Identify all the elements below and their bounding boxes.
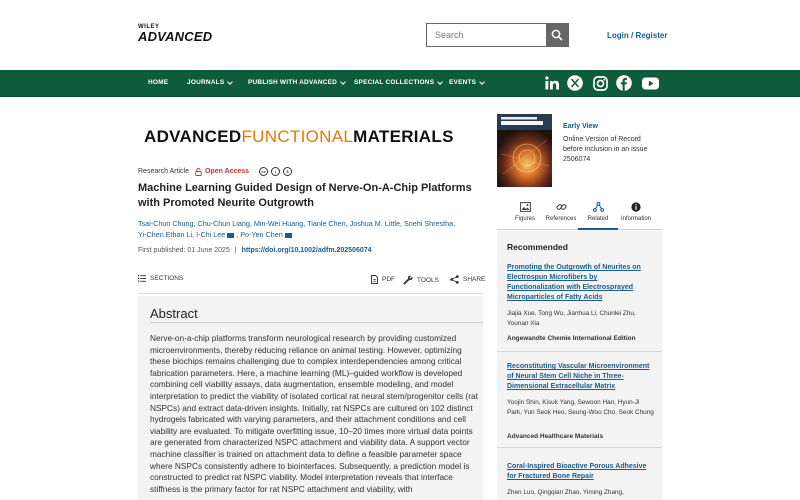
login-register-link[interactable]: Login / Register <box>607 31 668 40</box>
abstract-text: Nerve-on-a-chip platforms transform neurological research by providing customized microenvironments, thereby reducing reliance on animal testing. However, optimizing these biochips remains challenging due to complex interdependencies among critical fabrication parameters. Here, a machine learning (ML)–guided workflow is developed combining cell viability assays, data augmentation, ensemble modeling, and model interpretation to predict the viability of isolated cortical rat neural stem/progenitor cells (rat NSPCs) and extract data-driven insights. Initially, rat NSPCs are cultured on 102 distinct hydrogels fabricated with varying parameters, and their attachment conditions and cell viability are evaluated. To mitigate overfitting issue, 10–20 times more virtual data points are generated from characterized NSPC attachment and viability data. A support vector machine classifier is trained on attachment data to define a feasible parameter space where NSPCs consistently adhere to biointerfaces. Subsequently, a prediction model is constructed to predict rat NSPC viability. Model interpretation reveals that interface stiffness is the primary factor for rat NSPC attachment and viability, with <box>150 333 478 494</box>
x-icon <box>567 75 583 91</box>
recommended-heading: Recommended <box>507 242 568 252</box>
journal-cover-art <box>497 114 552 187</box>
facebook-icon <box>616 75 632 91</box>
authors-line-2a[interactable]: Yi-Chen Ethan Li, I-Chi Lee <box>138 230 226 239</box>
recommended-item-title[interactable]: Promoting the Outgrowth of Neurites on Electrospun Microfibers by Functionalization with Electrosprayed Microparticles of Fatty Acids <box>507 264 641 301</box>
author-list <box>138 218 478 240</box>
tab-figures[interactable] <box>505 202 545 222</box>
search-box <box>426 23 569 47</box>
early-view-line1: Online Version of Record <box>563 136 641 143</box>
by-icon: i <box>271 167 280 176</box>
tab-figures-label: Figures <box>514 216 535 222</box>
email-icon[interactable] <box>227 233 234 238</box>
abstract-divider <box>150 322 483 323</box>
chevron-down-icon <box>479 79 485 85</box>
journal-cover-image[interactable] <box>497 114 552 187</box>
share-button[interactable] <box>450 275 485 284</box>
sections-label: SECTIONS <box>150 275 184 282</box>
nav-publish-label: PUBLISH WITH ADVANCED <box>248 79 338 86</box>
article-toolbar <box>138 270 486 294</box>
wiley-advanced-logo[interactable] <box>138 24 212 43</box>
first-published: First published: 01 June 2025 <box>138 247 230 254</box>
nc-icon: $ <box>283 167 292 176</box>
sidebar-tabs <box>497 200 662 230</box>
recommended-item-title[interactable]: Reconstituting Vascular Microenvironment of Neural Stem Cell Niche in Three-Dimensional Extracellular Matrix <box>507 363 650 390</box>
list-icon <box>138 275 146 282</box>
authors-line-1[interactable]: Tsai-Chun Chung, Chu-Chun Liang, Min-Wei Huang, Tianle Chen, Joshua M. Little, Snehi Shrestha, <box>138 219 456 228</box>
facebook-link[interactable] <box>616 75 632 91</box>
search-input[interactable] <box>427 24 546 46</box>
journal-title-part2: FUNCTIONAL <box>241 127 354 146</box>
chevron-down-icon <box>437 79 443 85</box>
nav-journals-label: JOURNALS <box>187 79 225 86</box>
youtube-icon <box>642 77 659 90</box>
recommended-item-authors: Yoojin Shin, Kisuk Yang, Sewoon Han, Hyun-Ji Park, Yun Seok Heo, Seung-Woo Cho, Seok Chung <box>507 399 654 416</box>
nav-home[interactable] <box>148 79 168 86</box>
instagram-link[interactable] <box>592 75 608 91</box>
info-icon <box>631 202 641 212</box>
tab-information-label: Information <box>620 216 651 222</box>
early-view-line2: before inclusion in an issue <box>563 146 648 153</box>
x-link[interactable] <box>567 75 583 91</box>
sections-button[interactable] <box>138 275 183 282</box>
nav-special-collections[interactable] <box>354 79 442 86</box>
article-title: Machine Learning Guided Design of Nerve-On-A-Chip Platforms with Promoted Neurite Outgrowth <box>138 182 472 209</box>
open-access-badge <box>195 168 249 176</box>
tab-related[interactable] <box>578 202 618 230</box>
chevron-down-icon <box>340 79 346 85</box>
pdf-icon <box>371 275 378 284</box>
recommended-item-authors: Zhen Luo, Qingqian Zhao, Yiming Zhang, <box>507 489 624 496</box>
share-icon <box>450 275 459 284</box>
link-icon <box>556 202 567 212</box>
share-label: SHARE <box>463 276 486 283</box>
cc-icon: cc <box>259 167 268 176</box>
network-icon <box>593 202 604 212</box>
recommended-item-journal: Angewandte Chemie International Edition <box>507 335 636 342</box>
logo-wiley-text: WILEY <box>138 24 160 30</box>
wrench-icon <box>403 275 413 285</box>
article-number: 2506074 <box>563 156 591 163</box>
open-lock-icon <box>195 168 202 176</box>
tab-related-label: Related <box>587 216 609 222</box>
logo-advanced-text: ADVANCED <box>138 29 213 44</box>
nav-journals[interactable] <box>187 79 232 86</box>
pdf-button[interactable] <box>371 275 395 284</box>
recommended-item-authors: Jiajia Xue, Tong Wu, Jianhua Li, Chunlei Zhu, Younan Xia <box>507 310 636 327</box>
recommended-item <box>497 257 662 352</box>
early-view-info <box>563 122 647 165</box>
article-meta <box>138 167 292 176</box>
chevron-down-icon <box>228 79 234 85</box>
tab-references-label: References <box>545 216 577 222</box>
linkedin-icon <box>545 76 560 90</box>
recommended-item <box>497 448 662 500</box>
recommended-item <box>497 352 662 448</box>
main-nav <box>0 70 800 97</box>
instagram-icon <box>593 76 608 91</box>
tab-information[interactable] <box>614 202 658 222</box>
recommended-item-title[interactable]: Coral-Inspired Bioactive Porous Adhesive for Fractured Bone Repair <box>507 463 647 480</box>
linkedin-link[interactable] <box>544 75 560 91</box>
search-icon <box>551 29 563 41</box>
journal-title-part1: ADVANCED <box>144 127 242 146</box>
youtube-link[interactable] <box>641 75 659 91</box>
pubinfo-separator: | <box>234 247 237 254</box>
nav-special-collections-label: SPECIAL COLLECTIONS <box>354 79 435 86</box>
nav-home-label: HOME <box>148 79 169 86</box>
publication-info <box>138 247 372 254</box>
article-type: Research Article <box>138 168 189 175</box>
early-view-link[interactable]: Early View <box>563 123 598 130</box>
abstract-heading: Abstract <box>150 306 198 321</box>
journal-title-part3: MATERIALS <box>353 127 454 146</box>
site-header <box>0 0 800 70</box>
image-icon <box>520 202 531 212</box>
pdf-label: PDF <box>382 276 395 283</box>
license-icons[interactable] <box>259 167 292 176</box>
nav-publish[interactable] <box>248 79 345 86</box>
open-access-label: Open Access <box>204 168 250 175</box>
nav-events[interactable] <box>449 79 484 86</box>
tools-button[interactable] <box>403 275 439 285</box>
email-icon[interactable] <box>285 233 292 238</box>
tab-references[interactable] <box>541 202 581 222</box>
nav-events-label: EVENTS <box>449 79 477 86</box>
search-button[interactable] <box>546 24 568 46</box>
recommended-item-journal: Advanced Healthcare Materials <box>507 433 604 440</box>
journal-title[interactable] <box>144 127 454 147</box>
tools-label: TOOLS <box>417 276 439 284</box>
authors-line-2b[interactable]: , Po-Yen Chen <box>236 230 283 239</box>
doi-link[interactable]: https://doi.org/10.1002/adfm.202506074 <box>241 247 372 254</box>
recommended-panel <box>497 231 662 500</box>
